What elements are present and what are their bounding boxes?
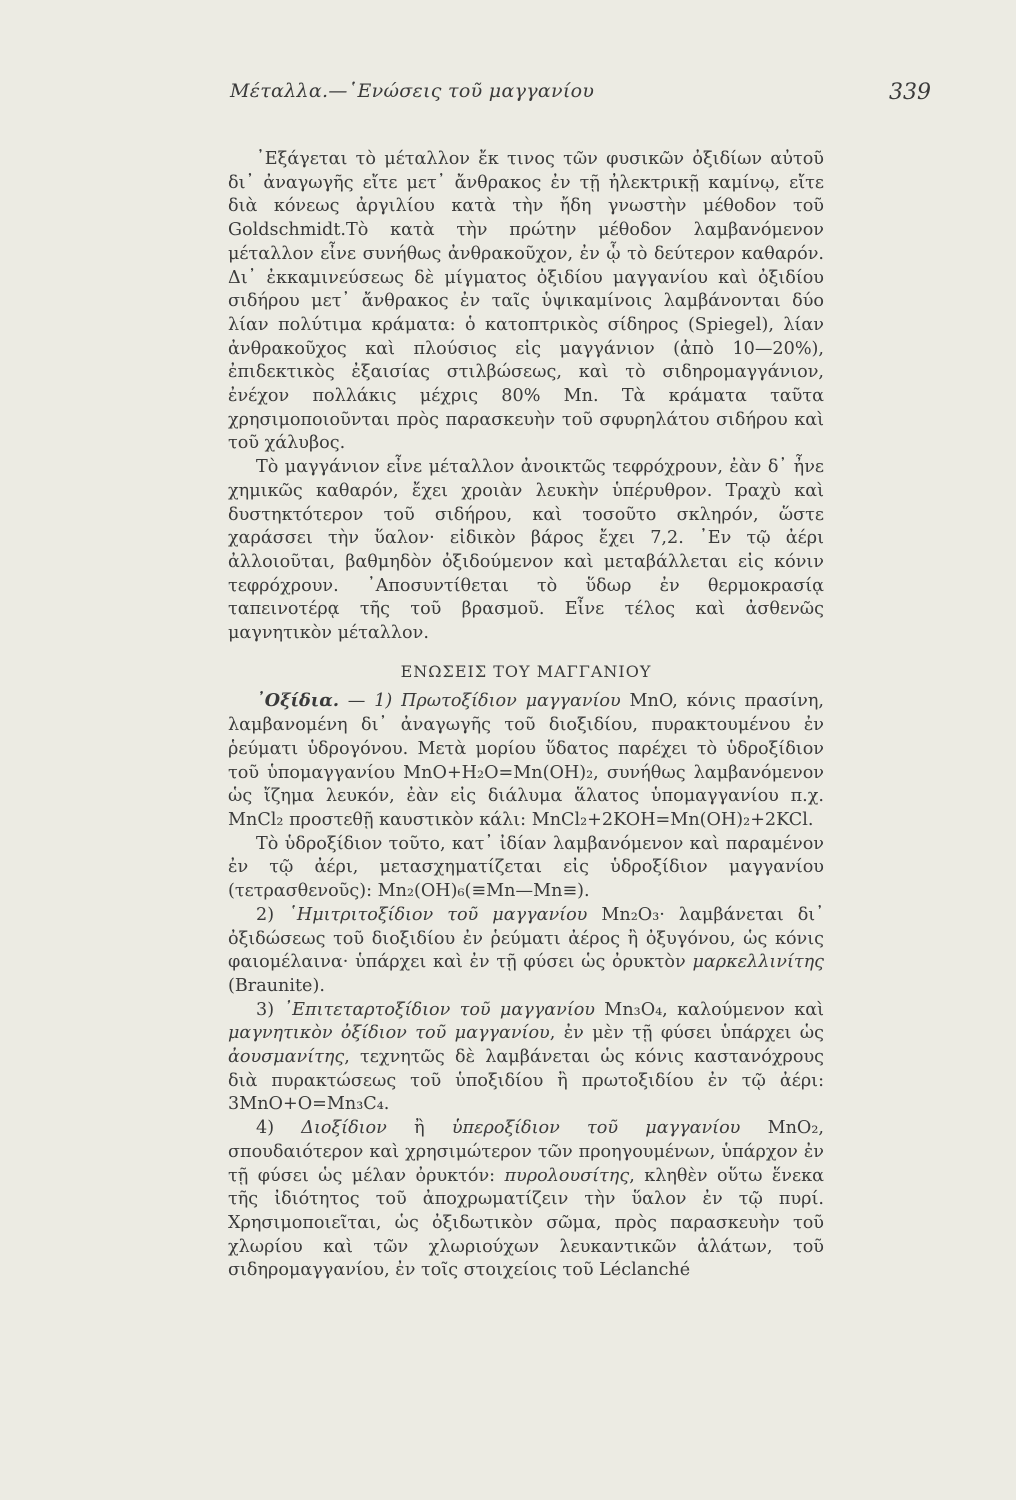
page-body (228, 148, 824, 1283)
paragraph-oxide-4 (228, 1117, 824, 1283)
oxide-2-number: 2) (256, 904, 275, 925)
section-heading: ΕΝΩΣΕΙΣ ΤΟΥ ΜΑΓΓΑΝΙΟΥ (400, 661, 652, 681)
oxide-3-text-2: , ἐν μὲν τῇ φύσει ὑπάρχει ὡς (549, 1023, 824, 1044)
paragraph-oxide-1: ᾿Οξίδια. — 1) Πρωτοξίδιον μαγγανίου MnO, κόνις πρασίνη, λαμβανομένη δι᾿ ἀναγωγῆς τοῦ διοξιδίου, πυρακτουμένου ἐν ῥεύματι ὑδρογόνου. Μετὰ μορίου ὕδατος παρέχει τὸ ὑδροξίδιον τοῦ ὑπομαγγανίου MnO+H₂O=Mn(OH)₂, συνήθως λαμβανόμενον ὡς ἴζημα λευκόν, ἐὰν εἰς διάλυμα ἅλατος ὑπομαγγανίου π.χ. MnCl₂ προστεθῇ καυστικὸν κάλι: MnCl₂+2KOH=Mn(OH)₂+2KCl. (228, 690, 825, 830)
oxide-4-number: 4) (256, 1118, 275, 1139)
oxide-4-title-2: ὑπεροξίδιον τοῦ μαγγανίου (451, 1118, 741, 1139)
oxides-label: ᾿Οξίδια. (256, 690, 339, 712)
oxide-3-alias: μαγνητικὸν ὀξίδιον τοῦ μαγγανίου (228, 1023, 550, 1044)
paragraph-oxide-3 (228, 999, 824, 1118)
oxide-2-text: Mn₂O₃· λαμβάνεται δι᾿ ὀξιδώσεως τοῦ διοξιδίου ἐν ῥεύματι ἀέρος ἢ ὀξυγόνου, ὡς κόνις φαιομέλαινα· ὑπάρχει καὶ ἐν τῇ φύσει ὡς ὀρυκτὸν (228, 904, 824, 973)
oxide-2-mineral: μαρκελλινίτης (692, 952, 824, 973)
page-number: 339 (889, 80, 931, 105)
oxide-4-text-2: , κληθὲν οὕτω ἕνεκα τῆς ἰδιότητος τοῦ ἀποχρωματίζειν τὴν ὕαλον ἐν τῷ πυρί. Χρησιμοποιεῖται, ὡς ὀξιδωτικὸν σῶμα, πρὸς παρασκευὴν τοῦ χλωρίου καὶ τῶν χλωριούχων λευκαντικῶν ἁλάτων, τοῦ σιδηρομαγγανίου, ἐν τοῖς στοιχείοις τοῦ Léclanché (228, 1165, 824, 1281)
oxide-3-text-3: , τεχνητῶς δὲ λαμβάνεται ὡς κόνις καστανόχρους διὰ πυρακτώσεως τοῦ ὑποξιδίου ἢ πρωτοξιδίου ἐν τῷ ἀέρι: 3MnO+O=Mn₃C₄. (228, 1047, 824, 1115)
paragraph-oxide-1b: Τὸ ὑδροξίδιον τοῦτο, κατ᾿ ἰδίαν λαμβανόμενον καὶ παραμένον ἐν τῷ ἀέρι, μετασχηματίζεται εἰς ὑδροξίδιον μαγγανίου (τετρασθενοῦς): Mn₂(OH)₆(≡Mn—Mn≡). (228, 833, 824, 902)
paragraph-properties: Τὸ μαγγάνιον εἶνε μέταλλον ἀνοικτῶς τεφρόχρουν, ἐὰν δ᾿ ἦνε χημικῶς καθαρόν, ἔχει χροιὰν λευκὴν ὑπέρυθρον. Τραχὺ καὶ δυστηκτότερον τοῦ σιδήρου, καὶ τοσοῦτο σκληρόν, ὥστε χαράσσει τὴν ὕαλον· εἰδικὸν βάρος ἔχει 7,2. ᾿Εν τῷ ἀέρι ἀλλοιοῦται, βαθμηδὸν ὀξιδούμενον καὶ μεταβάλλεται εἰς κόνιν τεφρόχρουν. ᾿Αποσυντίθεται τὸ ὕδωρ ἐν θερμοκρασίᾳ ταπεινοτέρᾳ τῆς τοῦ βρασμοῦ. Εἶνε τέλος καὶ ἀσθενῶς μαγνητικὸν μέταλλον. (228, 457, 824, 644)
oxide-4-title: Διοξίδιον (301, 1118, 387, 1139)
oxide-4-mineral: πυρολουσίτης (504, 1165, 630, 1186)
paragraph-oxide-2 (228, 904, 824, 999)
oxide-3-title: ᾿Επιτεταρτοξίδιον τοῦ μαγγανίου (283, 999, 596, 1020)
oxide-4-text-1: MnO₂, σπουδαιότερον καὶ χρησιμώτερον τῶν προηγουμένων, ὑπάρχον ἐν τῇ φύσει ὡς μέλαν ὀρυκτόν: (228, 1118, 824, 1186)
oxide-2-title: ῾Ημιτριτοξίδιον τοῦ μαγγανίου (288, 904, 588, 925)
running-header-title: Μέταλλα.—῾Ενώσεις τοῦ μαγγανίου (230, 80, 595, 102)
oxide-3-number: 3) (256, 999, 275, 1020)
oxide-3-mineral: ἀουσμανίτης (228, 1047, 345, 1068)
oxide-4-or: ἢ (386, 1118, 452, 1139)
oxide-1-text: MnO, κόνις πρασίνη, λαμβανομένη δι᾿ ἀναγωγῆς τοῦ διοξιδίου, πυρακτουμένου ἐν ῥεύματι ὑδρογόνου. Μετὰ μορίου ὕδατος παρέχει τὸ ὑδροξίδιον τοῦ ὑπομαγγανίου MnO+H₂O=Mn(OH)₂, συνήθως λαμβανόμενον ὡς ἴζημα λευκόν, ἐὰν εἰς διάλυμα ἅλατος ὑπομαγγανίου π.χ. MnCl₂ προστεθῇ καυστικὸν κάλι: MnCl₂+2KOH=Mn(OH)₂+2KCl. (228, 691, 825, 830)
oxide-1-title: 1) Πρωτοξίδιον μαγγανίου (374, 691, 621, 712)
running-header (230, 80, 830, 102)
paragraph-extraction: ᾿Εξάγεται τὸ μέταλλον ἔκ τινος τῶν φυσικῶν ὀξιδίων αὐτοῦ δι᾿ ἀναγωγῆς εἴτε μετ᾿ ἄνθρακος ἐν τῇ ἠλεκτρικῇ καμίνῳ, εἴτε διὰ κόνεως ἀργιλίου κατὰ τὴν ἤδη γνωστὴν μέθοδον τοῦ Goldschmidt.Τὸ κατὰ τὴν πρώτην μέθοδον λαμβανόμενον μέταλλον εἶνε συνήθως ἀνθρακοῦχον, ἐν ᾧ τὸ δεύτερον καθαρόν. Δι᾿ ἐκκαμινεύσεως δὲ μίγματος ὀξιδίου μαγγανίου καὶ ὀξιδίου σιδήρου μετ᾿ ἄνθρακος ἐν ταῖς ὑψικαμίνοις λαμβάνονται δύο λίαν πολύτιμα κράματα: ὁ κατοπτρικὸς σίδηρος (Spiegel), λίαν ἀνθρακοῦχος καὶ πλούσιος εἰς μαγγάνιον (ἀπὸ 10—20%), ἐπιδεκτικὸς ἐξαισίας στιλβώσεως, καὶ τὸ σιδηρομαγγάνιον, ἐνέχον πολλάκις μέχρις 80% Mn. Τὰ κράματα ταῦτα χρησιμοποιοῦνται πρὸς παρασκευὴν τοῦ σφυρηλάτου σιδήρου καὶ τοῦ χάλυβος. (228, 149, 824, 454)
oxide-3-text-1: Mn₃O₄, καλούμενον καὶ (595, 999, 824, 1020)
oxide-2-end: (Braunite). (228, 975, 325, 996)
